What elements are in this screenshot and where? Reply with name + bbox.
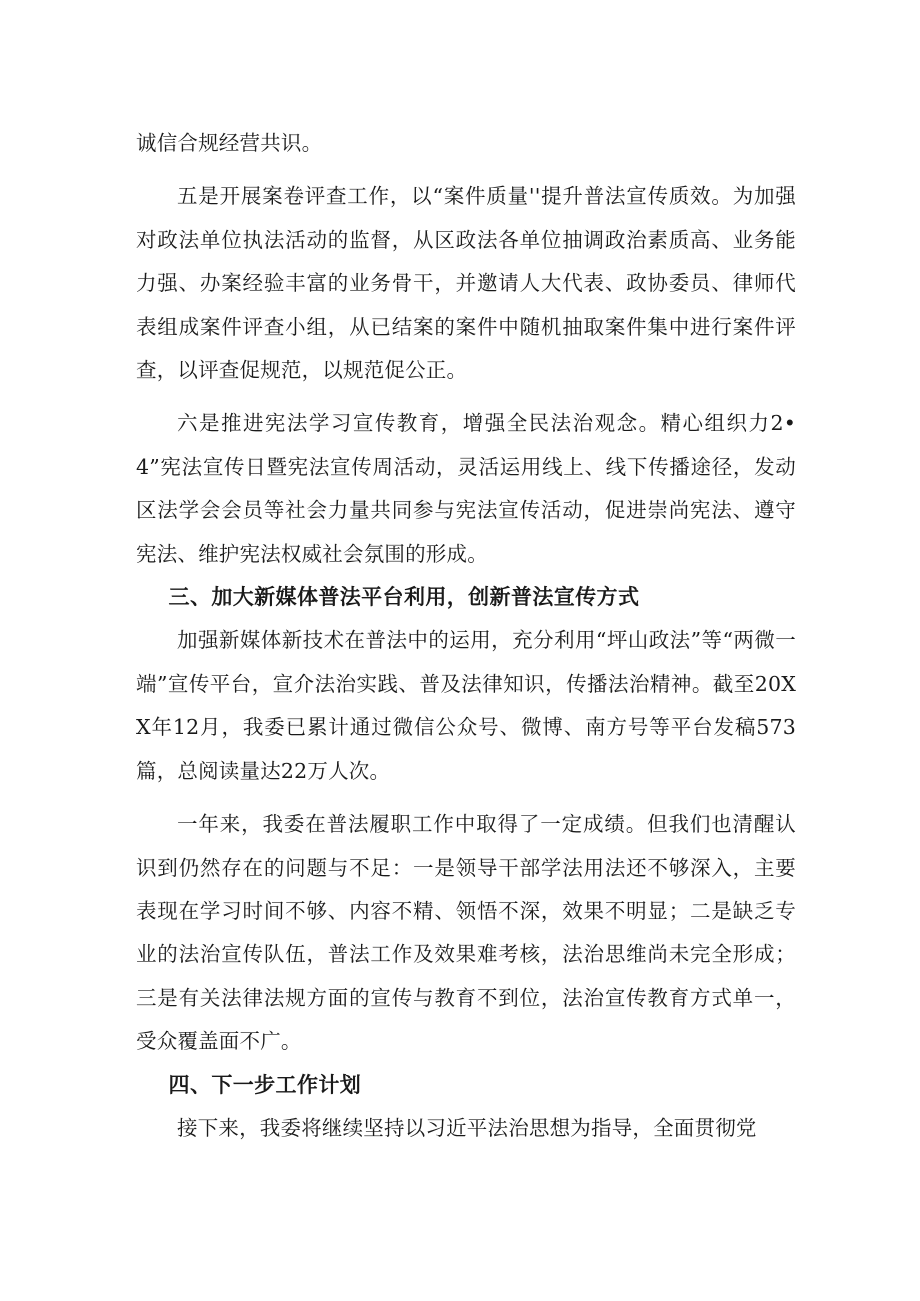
document-body — [136, 122, 796, 1150]
paragraph-case-review: 五是开展案卷评查工作，以“案件质量''提升普法宣传质效。为加强对政法单位执法活动的监督，从区政法各单位抽调政治素质高、业务能力强、办案经验丰富的业务骨干，并邀请人大代表、政协委员、律师代表组成案件评查小组，从已结案的案件中随机抽取案件集中进行案件评查，以评查促规范，以规范促公正。 — [136, 184, 796, 383]
paragraph-next-steps: 接下来，我委将继续坚持以习近平法治思想为指导，全面贯彻党 — [177, 1115, 757, 1140]
paragraph-shortcomings: 一年来，我委在普法履职工作中取得了一定成绩。但我们也清醒认识到仍然存在的问题与不足：一是领导干部学法用法还不够深入，主要表现在学习时间不够、内容不精、领悟不深，效果不明显；二是缺乏专业的法治宣传队伍，普法工作及效果难考核，法治思维尚未完全形成；三是有关法律法规方面的宣传与教育不到位，法治宣传教育方式单一，受众覆盖面不广。 — [136, 812, 796, 1054]
paragraph-continuation: 诚信合规经营共识。 — [136, 131, 323, 155]
paragraph-new-media: 加强新媒体新技术在普法中的运用，充分利用“坪山政法”等“两微一端”宣传平台，宣介法治实践、普及法律知识，传播法治精神。截至20XX年12月，我委已累计通过微信公众号、微博、南方号等平台发稿573篇，总阅读量达22万人次。 — [136, 628, 796, 783]
paragraph-constitution-education: 六是推进宪法学习宣传教育，增强全民法治观念。精心组织力2•4”宪法宣传日暨宪法宣传周活动，灵活运用线上、线下传播途径，发动区法学会会员等社会力量共同参与宪法宣传活动，促进崇尚宪法、遵守宪法、维护宪法权威社会氛围的形成。 — [136, 411, 796, 566]
section-heading-new-media: 三、加大新媒体普法平台利用，创新普法宣传方式 — [168, 585, 640, 610]
section-heading-next-steps: 四、下一步工作计划 — [168, 1072, 362, 1097]
